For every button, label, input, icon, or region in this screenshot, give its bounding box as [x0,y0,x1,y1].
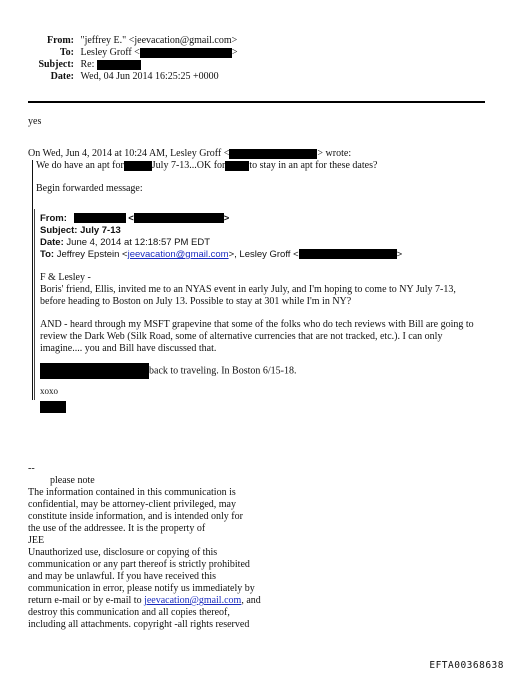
redaction-box [134,213,224,223]
fwd-para1-line1: Boris' friend, Ellis, invited me to an NYAS event in early July, and I'm hoping to come to NY July 7-13, [40,284,456,295]
redaction-box [225,161,249,171]
footer-note-title: please note [50,475,95,486]
fwd-to-row [40,249,402,261]
fwd-to-value-c: > [396,249,403,260]
header-subject-row [0,59,141,71]
fwd-to-value-b: >, Lesley Groff < [228,249,299,260]
fwd-para3-text: back to traveling. In Boston 6/15-18. [149,365,297,377]
disclaimer-email-prefix: return e-mail or by e-mail to [28,595,145,606]
header-divider [28,101,485,103]
disclaimer-line: JEE [28,535,45,546]
disclaimer-line: communication or any part thereof is strictly prohibited [28,559,250,570]
fwd-para1-line2: before heading to Boston on July 13. Possible to stay at 301 while I'm in NY? [40,296,352,307]
header-subject-value: Re: [80,59,95,70]
footer-disclaimer [28,487,288,631]
fwd-from-row [40,213,229,225]
quote-bar-inner [34,209,35,400]
forwarded-notice: Begin forwarded message: [36,183,143,194]
header-to-suffix: > [231,47,238,58]
quote-bar-outer [32,160,33,400]
header-from-value: "jeffrey E." <jeevacation@gmail.com> [80,35,238,46]
fwd-to-label: To: [40,249,55,260]
disclaimer-line: and may be unlawful. If you have received this [28,571,216,582]
disclaimer-line: communication in error, please notify us immediately by [28,583,255,594]
fwd-to-value-a: Jeffrey Epstein < [56,249,128,260]
disclaimer-email-line [28,595,288,607]
reply-body: yes [28,116,42,127]
fwd-date-value: June 4, 2014 at 12:18:57 PM EDT [66,237,211,248]
disclaimer-line: Unauthorized use, disclosure or copying of this [28,547,218,558]
attribution-suffix: > wrote: [317,148,352,159]
fwd-para2-line2: review the Dark Web (Silk Road, some of alternative currencies that are not tracked, etc.). I can only [40,331,443,342]
fwd-para2-line3: imagine.... you and Bill have discussed that. [40,343,217,354]
redaction-box [97,60,141,70]
disclaimer-line: destroy this communication and all copies thereof, [28,607,230,618]
fwd-date-label: Date: [40,237,64,248]
quoted-line-1 [36,160,377,172]
redaction-box [140,48,232,58]
quoted-line1-a: We do have an apt for [36,160,124,171]
disclaimer-line: constitute inside information, and is intended only for [28,511,243,522]
footer-separator: -- [28,463,35,474]
quoted-line1-c: to stay in an apt for these dates? [249,160,378,171]
fwd-subject-label: Subject: [40,225,78,236]
fwd-subject-row [40,225,121,237]
header-to-row [0,47,237,59]
fwd-para3 [40,363,296,379]
fwd-greeting: F & Lesley - [40,272,91,283]
redaction-box [229,149,317,159]
fwd-from-label: From: [40,213,67,224]
disclaimer-line: The information contained in this communication is [28,487,236,498]
fwd-para2-line1: AND - heard through my MSFT grapevine that some of the folks who do tech reviews with Bill are going to [40,319,474,330]
header-from-label: From: [46,35,74,46]
fwd-signoff: xoxo [40,386,58,396]
disclaimer-email-suffix: , and [241,595,261,606]
fwd-from-close: > [223,213,230,224]
redaction-box [74,213,126,223]
quoted-line1-b: July 7-13...OK for [151,160,226,171]
header-date-label: Date: [50,71,74,82]
disclaimer-email-link[interactable]: jeevacation@gmail.com [144,595,242,606]
fwd-from-open: < [128,213,134,224]
redaction-box [124,161,152,171]
disclaimer-line: confidential, may be attorney-client privileged, may [28,499,236,510]
header-date-value: Wed, 04 Jun 2014 16:25:25 +0000 [80,71,219,82]
quoted-attribution [28,148,351,160]
disclaimer-line: the use of the addressee. It is the property of [28,523,206,534]
redaction-box [299,249,397,259]
header-subject-label: Subject: [38,59,74,70]
fwd-subject-value: July 7-13 [80,225,121,236]
fwd-to-email-link[interactable]: jeevacation@gmail.com [127,249,229,260]
header-to-label: To: [59,47,74,58]
header-from-row [0,35,237,47]
fwd-date-row [40,237,210,249]
signature-redaction [40,398,66,416]
attribution-prefix: On Wed, Jun 4, 2014 at 10:24 AM, Lesley Groff < [28,148,230,159]
redaction-box [40,363,149,379]
bates-number: EFTA00368638 [429,660,504,671]
redaction-box [40,401,66,413]
header-to-value: Lesley Groff < [80,47,140,58]
disclaimer-line: including all attachments. copyright -all rights reserved [28,619,250,630]
header-date-row [0,71,219,83]
